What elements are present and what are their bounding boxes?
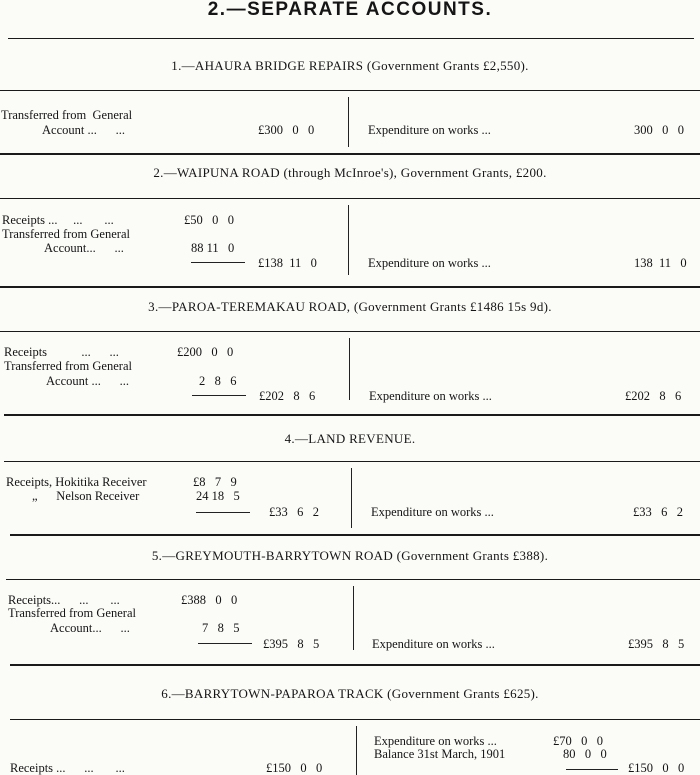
receipts-amount: £200 0 0	[177, 345, 234, 359]
account-amount: 2 8 6	[199, 374, 237, 388]
receipts-amount: £50 0 0	[184, 213, 234, 227]
section-bottom-rule	[0, 286, 700, 288]
transfer-label: Transferred from General	[4, 359, 132, 373]
column-divider	[351, 468, 352, 528]
column-divider	[349, 338, 350, 400]
section-header: 1.—AHAURA BRIDGE REPAIRS (Government Grants £2,550).	[171, 58, 529, 73]
column-divider	[348, 205, 349, 275]
sum-rule	[196, 512, 250, 513]
expenditure-total: £33 6 2	[633, 505, 683, 519]
sum-rule	[198, 643, 252, 644]
receipts-label: Receipts, Hokitika Receiver	[6, 475, 147, 489]
account-label: Account ... ...	[46, 374, 129, 388]
section-header: 3.—PAROA-TEREMAKAU ROAD, (Government Grants £1486 15s 9d).	[148, 299, 552, 314]
section-top-rule	[4, 461, 700, 462]
section-bottom-rule	[10, 534, 700, 536]
column-divider	[353, 586, 354, 650]
receipts-total: £33 6 2	[269, 505, 319, 519]
column-divider	[356, 726, 357, 775]
section-header: 2.—WAIPUNA ROAD (through McInroe's), Government Grants, £200.	[153, 165, 547, 180]
section-header: 5.—GREYMOUTH-BARRYTOWN ROAD (Government Grants £388).	[151, 548, 549, 563]
receipts-total: £150 0 0	[266, 761, 323, 775]
expenditure-label: Expenditure on works ...	[374, 734, 497, 748]
expenditure-amount: £70 0 0	[553, 734, 603, 748]
balance-amount: 80 0 0	[563, 747, 607, 761]
expenditure-label: Expenditure on works ...	[368, 123, 491, 137]
receipts-label: Receipts... ... ...	[8, 593, 120, 607]
receipts-total: £300 0 0	[258, 123, 315, 137]
transfer-label: Transferred from General	[2, 227, 130, 241]
expenditure-label: Expenditure on works ...	[368, 256, 491, 270]
account-label: Transferred from General	[1, 108, 133, 122]
expenditure-label: Expenditure on works ...	[369, 389, 492, 403]
section-top-rule	[0, 198, 700, 199]
sum-rule	[192, 395, 246, 396]
account-label: Account... ...	[44, 241, 124, 255]
expenditure-total: £202 8 6	[625, 389, 682, 403]
expenditure-total: 300 0 0	[634, 123, 684, 137]
receipts-label: Receipts ... ...	[4, 345, 119, 359]
receipts-label: Receipts ... ... ...	[2, 213, 114, 227]
section-bottom-rule	[10, 664, 700, 666]
title-rule	[8, 38, 694, 39]
receipts-label: „ Nelson Receiver	[32, 489, 140, 503]
expenditure-label: Expenditure on works ...	[371, 505, 494, 519]
receipts-total: £202 8 6	[259, 389, 316, 403]
expenditure-label: Expenditure on works ...	[372, 637, 495, 651]
receipts-total: £395 8 5	[263, 637, 320, 651]
section-bottom-rule	[0, 153, 700, 155]
section-top-rule	[0, 90, 700, 91]
receipts-total: £138 11 0	[258, 256, 317, 270]
account-label: Account... ...	[50, 621, 130, 635]
section-top-rule	[10, 719, 700, 720]
expenditure-total: £395 8 5	[628, 637, 685, 651]
sum-rule	[566, 769, 618, 770]
account-amount: 7 8 5	[202, 621, 240, 635]
section-header: 6.—BARRYTOWN-PAPAROA TRACK (Government Grants £625).	[161, 686, 539, 701]
section-bottom-rule	[4, 414, 700, 416]
receipts-amount: £8 7 9	[193, 475, 237, 489]
section-header: 4.—LAND REVENUE.	[284, 431, 416, 446]
account-label: Account ... ...	[42, 123, 125, 137]
column-divider	[348, 97, 349, 147]
expenditure-total: £150 0 0	[628, 761, 685, 775]
receipts-amount: 24 18 5	[196, 489, 240, 503]
receipts-amount: £388 0 0	[181, 593, 238, 607]
sum-rule	[191, 262, 245, 263]
section-top-rule	[0, 331, 700, 332]
expenditure-total: 138 11 0	[634, 256, 687, 270]
transfer-label: Transferred from General	[8, 606, 136, 620]
section-top-rule	[6, 579, 700, 580]
balance-label: Balance 31st March, 1901	[374, 747, 506, 761]
receipts-label: Receipts ... ... ...	[10, 761, 125, 775]
account-amount: 88 11 0	[191, 241, 235, 255]
page-title: 2.—SEPARATE ACCOUNTS.	[207, 0, 493, 20]
